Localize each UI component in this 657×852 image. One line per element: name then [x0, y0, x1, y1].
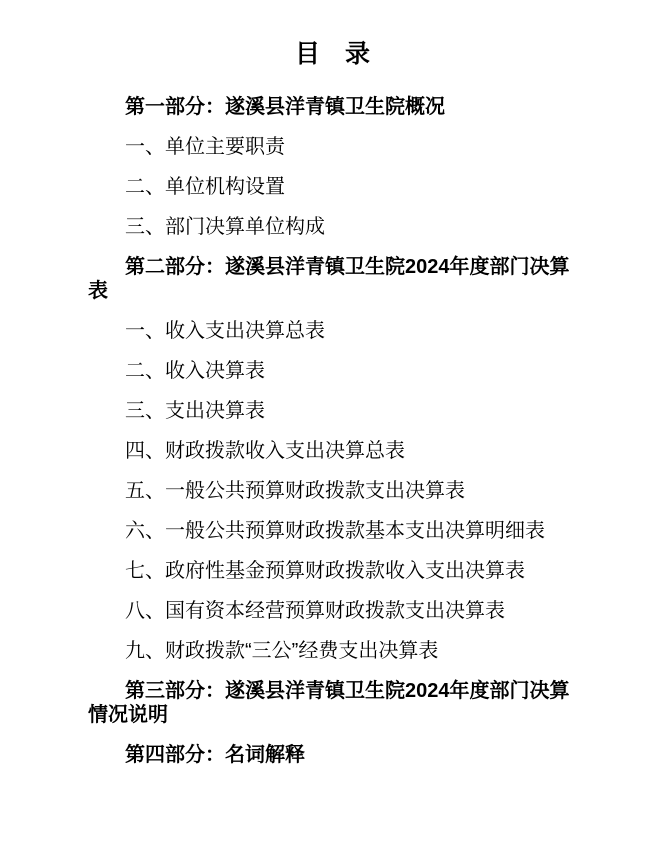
toc-item: 六、一般公共预算财政拨款基本支出决算明细表	[125, 520, 545, 542]
toc-item: 一、单位主要职责	[125, 136, 285, 158]
toc-item: 四、财政拨款收入支出决算总表	[125, 440, 405, 462]
toc-section-heading: 第三部分：遂溪县洋青镇卫生院2024年度部门决算情况说明	[88, 680, 570, 726]
toc-item: 三、部门决算单位构成	[125, 216, 325, 238]
toc-item: 五、一般公共预算财政拨款支出决算表	[125, 480, 465, 502]
toc-item: 三、支出决算表	[125, 400, 265, 422]
toc-item: 一、收入支出决算总表	[125, 320, 325, 342]
toc-section-heading: 第二部分：遂溪县洋青镇卫生院2024年度部门决算表	[88, 256, 570, 302]
toc-section-heading: 第四部分：名词解释	[125, 744, 305, 766]
toc-item: 九、财政拨款“三公”经费支出决算表	[125, 640, 439, 662]
toc-item: 二、收入决算表	[125, 360, 265, 382]
toc-item: 二、单位机构设置	[125, 176, 285, 198]
toc-item: 七、政府性基金预算财政拨款收入支出决算表	[125, 560, 525, 582]
toc-section-heading: 第一部分：遂溪县洋青镇卫生院概况	[125, 96, 445, 118]
toc-title: 目 录	[294, 40, 370, 68]
toc-item: 八、国有资本经营预算财政拨款支出决算表	[125, 600, 505, 622]
